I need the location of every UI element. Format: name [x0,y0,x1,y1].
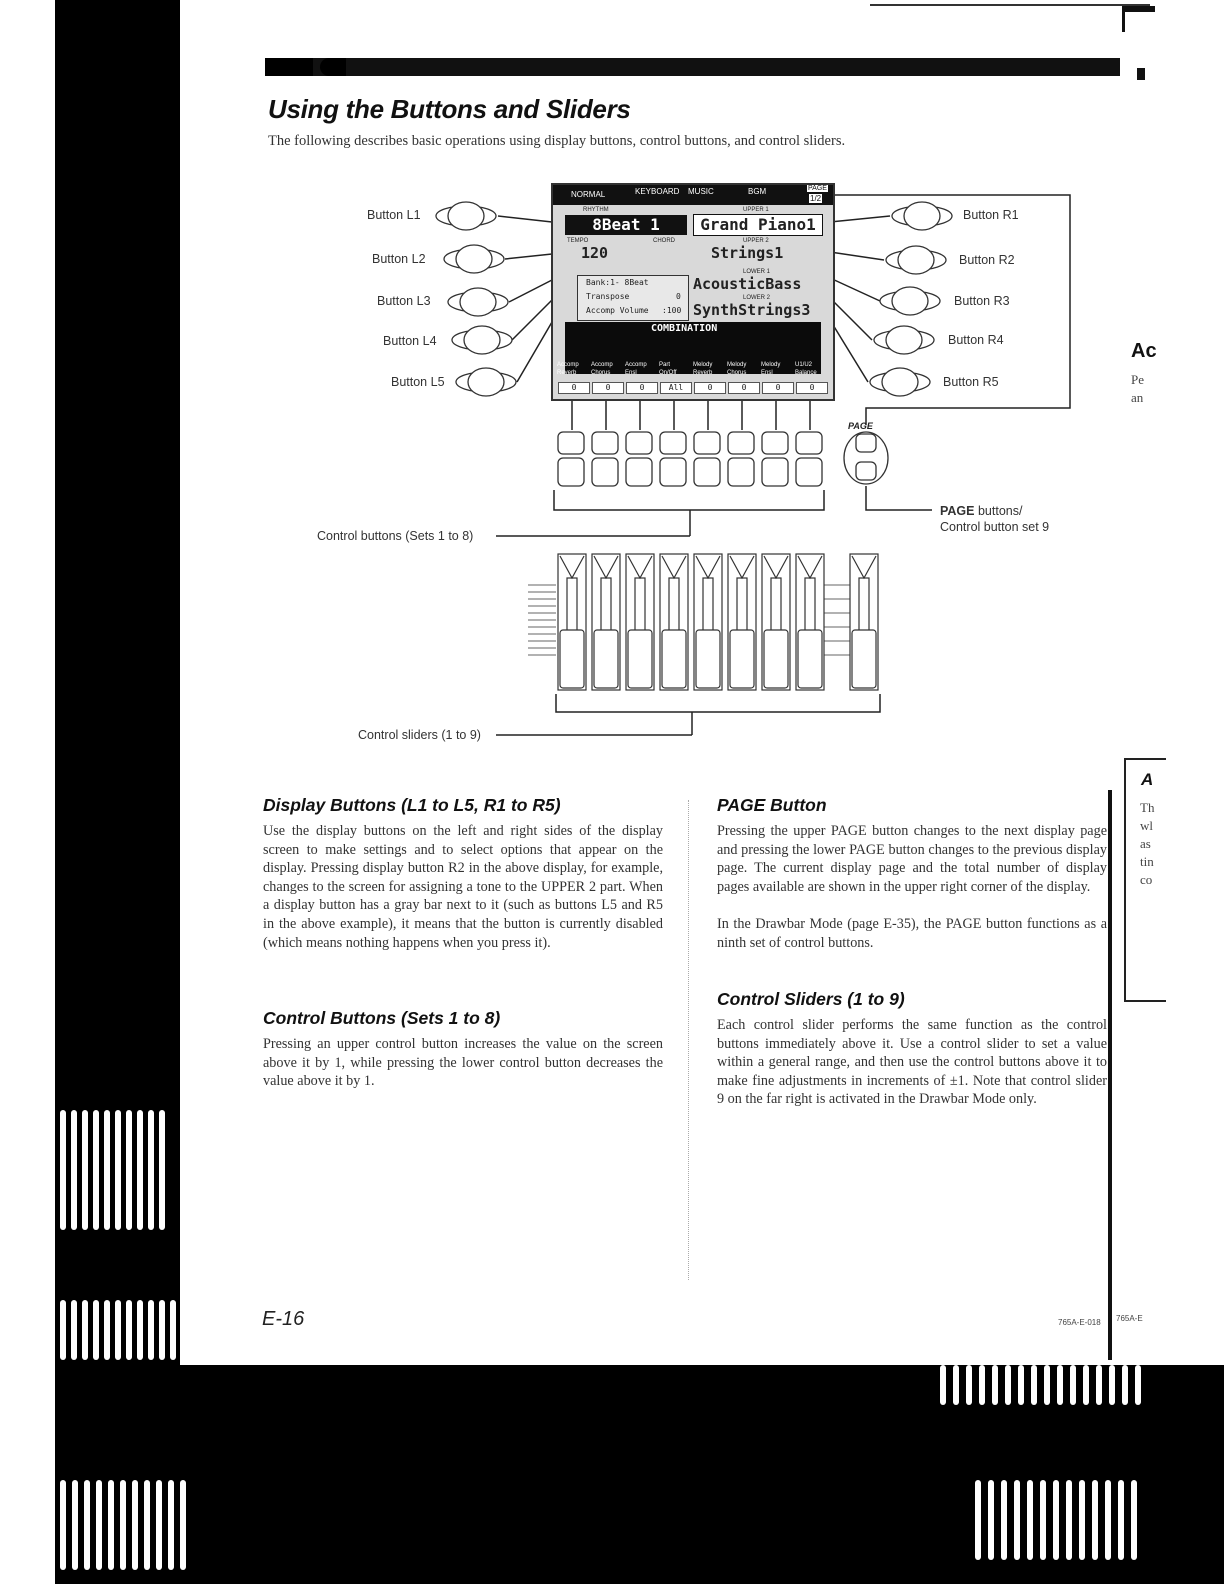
control-button-connectors [572,397,810,430]
lower2-value: SynthStrings3 [693,301,811,319]
lcd-param-value: 0 [762,382,794,394]
doc-code-right: 765A-E [1116,1314,1143,1323]
upper1-value: Grand Piano1 [693,214,823,236]
lcd-status-bar [553,185,833,205]
lcd-param-top: U1/U2 [795,362,813,368]
label-button-l4: Button L4 [383,334,437,348]
fragment-line-7: co [1140,872,1153,887]
left-button-shapes [436,202,516,396]
lcd-param-top: Accomp [591,362,613,368]
rhythm-value: 8Beat 1 [565,215,687,235]
label-button-l3: Button L3 [377,294,431,308]
page-icon-label: PAGE [848,421,873,431]
fragment-line-4: wl [1140,818,1153,833]
lower2-label: LOWER 2 [743,295,771,301]
page-bracket [832,195,1070,425]
lcd-param-value: 0 [728,382,760,394]
lcd-param-bottom: On/Off [659,370,677,376]
fragment-heading-a: A [1141,770,1154,789]
column-divider [688,800,689,1280]
heading-control-buttons: Control Buttons (Sets 1 to 8) [263,1008,501,1028]
lcd-param-value: 0 [558,382,590,394]
info-volume-value: :100 [662,306,682,315]
lower1-value: AcousticBass [693,275,802,293]
heading-display-buttons: Display Buttons (L1 to L5, R1 to R5) [263,795,561,815]
combination-label: COMBINATION [651,323,718,334]
fragment-line-1: Pe [1131,372,1144,387]
heading-control-sliders: Control Sliders (1 to 9) [717,989,905,1009]
upper1-label: UPPER 1 [743,207,769,213]
info-box [577,275,689,321]
body-page-button-1: Pressing the upper PAGE button changes to the next display page and pressing the lower PAGE button changes to the previous display page. The current display page and the total number of display pages available are shown in the upper right corner of the display. [717,823,1107,895]
fragment-line-3: Th [1140,800,1155,815]
label-button-l1: Button L1 [367,208,421,222]
body-control-sliders: Each control slider performs the same function as the control buttons immediately above it. Use a control slider to set a value within a general range, and then use the control buttons above it to make fine adjustments in increments of ±1. Note that control slider 9 on the far right is activated in the Drawbar Mode only. [717,1017,1107,1108]
control-button-shapes [558,432,822,486]
tempo-label: TEMPO [567,238,589,244]
lcd-param-bottom: Chorus [727,370,747,376]
chord-label: CHORD [653,238,675,244]
lcd-param-top: Melody [693,362,713,368]
caption-page-bold: PAGE [940,504,975,518]
lower1-label: LOWER 1 [743,269,771,275]
lcd-param-top: Part [659,362,671,368]
lcd-param-value: 0 [626,382,658,394]
page-title: Using the Buttons and Sliders [268,94,631,124]
body-control-buttons: Pressing an upper control button increases the value on the screen above it by 1, while pressing the lower control button decreases the value above it by 1. [263,1036,663,1090]
lcd-param-value: 0 [592,382,624,394]
upper2-label: UPPER 2 [743,238,769,244]
caption-page-buttons [940,504,1022,518]
label-button-r2: Button R2 [959,253,1015,267]
body-page-button-2: In the Drawbar Mode (page E-35), the PAGE button functions as a ninth set of control buttons. [717,916,1107,951]
lcd-param-value: 0 [796,382,828,394]
status-music: MUSIC [688,187,714,196]
page-button-shape [844,432,888,484]
tempo-value: 120 [581,244,609,262]
intro-text: The following describes basic operations using display buttons, control buttons, and control sliders. [268,133,846,149]
fragment-heading-ac: Ac [1131,340,1157,362]
right-button-shapes [870,202,952,396]
fragment-line-6: tin [1140,854,1154,869]
label-button-r3: Button R3 [954,294,1010,308]
heading-page-button: PAGE Button [717,795,827,815]
upper2-value: Strings1 [711,244,784,262]
rhythm-label: RHYTHM [583,207,609,213]
lcd-param-bottom: Chorus [591,370,611,376]
label-button-r4: Button R4 [948,333,1004,347]
info-bank: Bank:1- 8Beat [586,278,649,287]
page-number: E-16 [262,1308,305,1330]
lcd-param-bottom: Balance [795,370,817,376]
info-transpose-value: 0 [676,292,681,301]
status-bgm: BGM [748,187,767,196]
slider-shapes [528,554,878,690]
lcd-param-bottom: Ensl [761,370,773,376]
lcd-param-bottom: Reverb [693,370,713,376]
label-button-r1: Button R1 [963,208,1019,222]
lcd-param-top: Accomp [625,362,647,368]
doc-code: 765A-E-018 [1058,1318,1101,1327]
lcd-param-bottom: Ensl [625,370,637,376]
label-button-r5: Button R5 [943,375,999,389]
caption-page-buttons-line2: Control button set 9 [940,520,1050,534]
lcd-param-top: Melody [727,362,747,368]
page-indicator: 1/2 [810,194,822,203]
fragment-line-2: an [1131,390,1144,405]
status-keyboard: KEYBOARD [635,187,680,196]
fragment-line-5: as [1140,836,1151,851]
label-button-l2: Button L2 [372,252,426,266]
next-page-edge [1108,790,1112,1360]
label-button-l5: Button L5 [391,375,445,389]
caption-control-buttons: Control buttons (Sets 1 to 8) [317,529,474,543]
lcd-display [551,183,835,401]
lcd-param-top: Accomp [557,362,579,368]
lcd-param-bottom: Reverb [557,370,577,376]
body-display-buttons: Use the display buttons on the left and right sides of the display screen to make settings and to select options that appear on the display. Pressing display button R2 in the above display, for example, changes to the screen for assigning a tone to the UPPER 2 part. When a display button has a gray bar next to it (such as buttons L5 and R5 in the above example), it means that the button is currently disabled (which means nothing happens when you press it). [263,823,663,951]
status-normal: NORMAL [571,190,606,199]
caption-control-sliders: Control sliders (1 to 9) [358,728,481,742]
info-volume: Accomp Volume [586,306,649,315]
lcd-param-value: All [660,382,692,394]
page-indicator-label: PAGE [808,185,827,192]
info-transpose: Transpose [586,292,630,301]
caption-page-rest: buttons/ [974,504,1023,518]
lcd-param-value: 0 [694,382,726,394]
lcd-param-top: Melody [761,362,781,368]
